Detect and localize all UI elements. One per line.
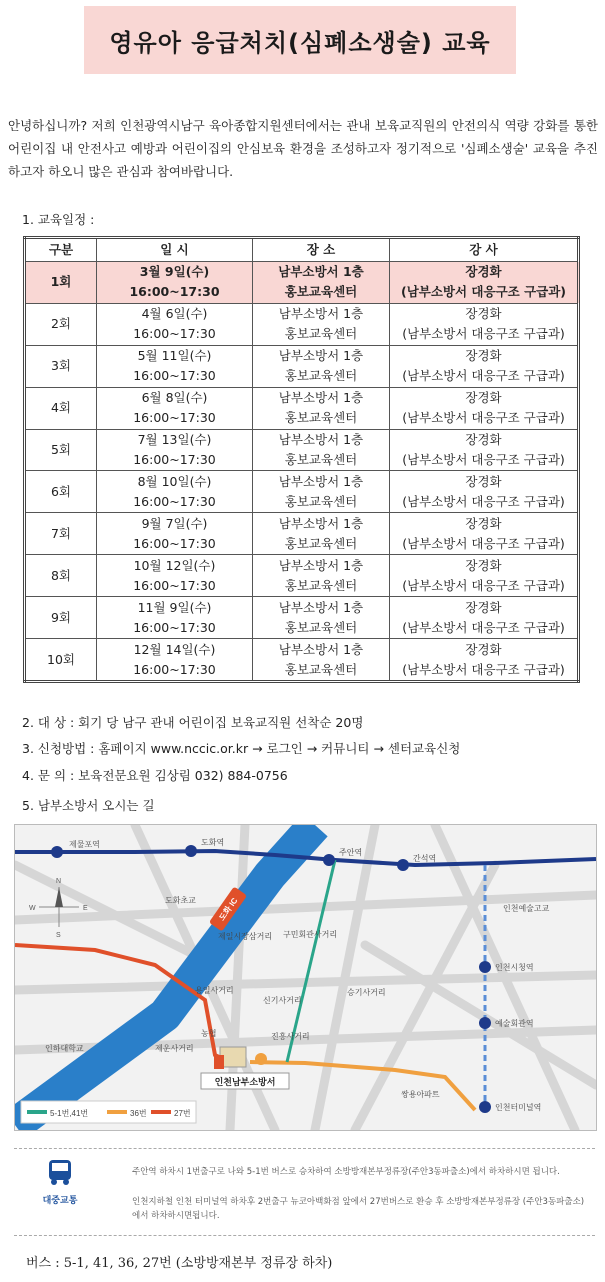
cell-datetime xyxy=(97,471,253,513)
cell-place xyxy=(253,345,390,387)
cell-lecturer xyxy=(390,345,579,387)
place-label: 예술회관역 xyxy=(495,1019,534,1028)
title-banner xyxy=(84,6,516,74)
cell-session-text: 6회 xyxy=(50,483,72,499)
cell-place-text: 홍보교육센터 xyxy=(284,619,358,635)
table-row xyxy=(25,429,579,471)
place-label: 제운사거리 xyxy=(155,1044,194,1053)
station-label: 간석역 xyxy=(413,854,437,863)
cell-datetime-text: 11월 9일(수) xyxy=(137,599,212,615)
cell-lecturer-text: (남부소방서 대응구조 구급과) xyxy=(402,326,565,342)
transit-note: 주안역 하차시 1번출구로 나와 5-1번 버스로 승차하여 소방방재본부정류장(주안3동파출소)에서 하차하시면 됩니다. xyxy=(132,1167,560,1177)
table-row xyxy=(25,597,579,639)
cell-lecturer-text: 장경화 xyxy=(465,432,502,447)
cell-session xyxy=(25,387,97,429)
cell-lecturer xyxy=(390,387,579,429)
bus-icon xyxy=(45,1157,75,1187)
cell-datetime xyxy=(97,345,253,387)
cell-place-text: 홍보교육센터 xyxy=(284,452,358,467)
cell-lecturer xyxy=(390,555,579,597)
bus-summary: 버스 : 5-1, 41, 36, 27번 (소방방재본부 정류장 하차) xyxy=(26,1256,333,1271)
cell-datetime xyxy=(97,429,253,471)
legend-label: 36번 xyxy=(130,1109,147,1118)
col-header-lecturer: 강 사 xyxy=(390,238,579,262)
cell-lecturer-text: (남부소방서 대응구조 구급과) xyxy=(402,368,565,384)
legend-label: 27번 xyxy=(174,1109,191,1118)
cell-place-text: 남부소방서 1층 xyxy=(278,515,364,531)
table-row xyxy=(25,639,579,682)
destination-label: 인천남부소방서 xyxy=(214,1077,276,1087)
cell-datetime-text: 16:00~17:30 xyxy=(133,452,216,467)
cell-datetime xyxy=(97,639,253,682)
cell-place-text: 홍보교육센터 xyxy=(284,577,358,593)
cell-session-text: 5회 xyxy=(50,442,72,457)
transit-info xyxy=(14,1148,595,1236)
transit-badge xyxy=(32,1157,88,1206)
intro-paragraph: 안녕하십니까? 저희 인천광역시남구 육아종합지원센터에서는 관내 보육교직원의 안전의식 역량 강화를 통한 어린이집 내 안전사고 예방과 어린이집의 안심보육 환경을 조성하고자 정기적으로 '심폐소생술' 교육을 추진하고자 하오니 많은 관심과 참여바랍니다. xyxy=(8,118,598,179)
cell-datetime xyxy=(97,387,253,429)
cell-datetime-text: 6월 8일(수) xyxy=(141,390,208,406)
col-header-no: 구분 xyxy=(25,238,97,262)
place-label: 인천터미널역 xyxy=(495,1103,542,1112)
cell-datetime-text: 5월 11일(수) xyxy=(137,348,212,364)
cell-place xyxy=(253,555,390,597)
cell-session-text: 2회 xyxy=(50,316,72,332)
cell-session xyxy=(25,345,97,387)
cell-session xyxy=(25,303,97,345)
cell-place-text: 남부소방서 1층 xyxy=(278,473,364,489)
info-contact: 4. 문 의 : 보육전문요원 김상림 032) 884-0756 xyxy=(22,768,288,783)
cell-session-text: 10회 xyxy=(47,651,75,667)
place-label: 인하대학교 xyxy=(45,1044,84,1053)
cell-datetime-text: 16:00~17:30 xyxy=(133,661,216,677)
cell-datetime-text: 16:00~17:30 xyxy=(133,535,216,551)
cell-lecturer-text: 장경화 xyxy=(465,473,502,489)
cell-place-text: 남부소방서 1층 xyxy=(278,348,364,364)
cell-place-text: 남부소방서 1층 xyxy=(278,306,364,322)
table-row xyxy=(25,471,579,513)
cell-place-text: 홍보교육센터 xyxy=(284,661,358,677)
cell-lecturer-text: (남부소방서 대응구조 구급과) xyxy=(402,410,565,426)
cell-datetime-text: 7월 13일(수) xyxy=(137,432,212,447)
transit-note: 인천지하철 인천 터미널역 하차후 2번출구 뉴코아백화점 앞에서 27번버스로 환승 후 소방방재본부정류장 (주안3동파출소)에서 하차하시면됩니다. xyxy=(132,1197,585,1221)
cell-datetime-text: 3월 9일(수) xyxy=(139,264,210,280)
cell-datetime-text: 16:00~17:30 xyxy=(133,493,216,509)
table-row xyxy=(25,303,579,345)
cell-datetime-text: 9월 7일(수) xyxy=(141,515,208,531)
cell-session-text: 9회 xyxy=(50,609,72,625)
cell-place xyxy=(253,513,390,555)
compass-s: S xyxy=(56,932,61,939)
place-label: 신기사거리 xyxy=(263,996,302,1005)
directions-map xyxy=(14,824,597,1131)
cell-lecturer-text: 장경화 xyxy=(465,641,502,657)
cell-datetime xyxy=(97,597,253,639)
cell-datetime-text: 12월 14일(수) xyxy=(133,641,216,657)
cell-datetime-text: 16:00~17:30 xyxy=(129,284,220,300)
cell-datetime xyxy=(97,262,253,304)
place-label: 용일사거리 xyxy=(195,986,234,995)
cell-session xyxy=(25,513,97,555)
station-label: 제물포역 xyxy=(69,840,100,849)
cell-session-text: 1회 xyxy=(50,274,72,290)
ic-label: 도화 IC xyxy=(217,896,240,923)
info-directions: 5. 남부소방서 오시는 길 xyxy=(22,798,155,813)
compass-w: W xyxy=(29,905,36,912)
cell-lecturer xyxy=(390,429,579,471)
cell-lecturer-text: (남부소방서 대응구조 구급과) xyxy=(402,452,565,467)
cell-place-text: 홍보교육센터 xyxy=(284,493,358,509)
cell-lecturer-text: 장경화 xyxy=(465,515,502,531)
cell-lecturer xyxy=(390,513,579,555)
cell-session-text: 7회 xyxy=(50,525,72,541)
cell-lecturer xyxy=(390,303,579,345)
cell-datetime-text: 16:00~17:30 xyxy=(133,410,216,426)
schedule-heading: 1. 교육일정 : xyxy=(22,212,95,227)
place-label: 인천시청역 xyxy=(495,963,534,972)
cell-lecturer-text: (남부소방서 대응구조 구급과) xyxy=(402,577,565,593)
schedule-table xyxy=(23,236,580,683)
page-title: 영유아 응급처치(심폐소생술) 교육 xyxy=(109,28,491,57)
cell-place-text: 홍보교육센터 xyxy=(284,535,358,551)
compass-n: N xyxy=(56,878,62,885)
cell-place xyxy=(253,639,390,682)
info-target: 2. 대 상 : 회기 당 남구 관내 어린이집 보육교직원 선착순 20명 xyxy=(22,715,364,730)
cell-place-text: 남부소방서 1층 xyxy=(278,557,364,573)
cell-lecturer-text: 장경화 xyxy=(465,348,502,364)
cell-session xyxy=(25,262,97,304)
cell-place xyxy=(253,387,390,429)
transit-label: 대중교통 xyxy=(42,1196,78,1206)
legend-label: 5-1번,41번 xyxy=(50,1109,89,1118)
cell-lecturer-text: (남부소방서 대응구조 구급과) xyxy=(402,661,565,677)
cell-place xyxy=(253,429,390,471)
table-row xyxy=(25,345,579,387)
cell-datetime-text: 10월 12일(수) xyxy=(133,557,216,573)
cell-place xyxy=(253,303,390,345)
compass-e: E xyxy=(83,905,88,912)
cell-datetime-text: 16:00~17:30 xyxy=(133,577,216,593)
table-row xyxy=(25,262,579,304)
place-label: 구민회관사거리 xyxy=(283,930,338,939)
cell-session xyxy=(25,639,97,682)
cell-place xyxy=(253,471,390,513)
cell-datetime xyxy=(97,303,253,345)
cell-place xyxy=(253,597,390,639)
cell-session-text: 8회 xyxy=(50,567,72,583)
place-label: 농협 xyxy=(201,1029,217,1038)
cell-datetime-text: 4월 6일(수) xyxy=(141,306,208,322)
cell-lecturer xyxy=(390,471,579,513)
cell-place-text: 홍보교육센터 xyxy=(284,368,358,384)
cell-lecturer-text: (남부소방서 대응구조 구급과) xyxy=(402,535,565,551)
cell-datetime-text: 16:00~17:30 xyxy=(133,326,216,342)
cell-lecturer-text: 장경화 xyxy=(465,264,502,280)
cell-lecturer-text: (남부소방서 대응구조 구급과) xyxy=(400,284,567,300)
cell-lecturer-text: 장경화 xyxy=(465,557,502,573)
cell-session xyxy=(25,429,97,471)
cell-place-text: 홍보교육센터 xyxy=(284,326,358,342)
cell-session-text: 4회 xyxy=(50,400,72,416)
cell-place-text: 남부소방서 1층 xyxy=(278,432,364,447)
place-label: 진흥사거리 xyxy=(271,1032,310,1041)
cell-lecturer-text: 장경화 xyxy=(465,599,502,615)
cell-place-text: 홍보교육센터 xyxy=(284,284,358,300)
cell-place-text: 남부소방서 1층 xyxy=(278,390,364,406)
place-label: 도화초교 xyxy=(165,896,196,905)
cell-place xyxy=(253,262,390,304)
station-label: 도화역 xyxy=(201,838,225,847)
place-label: 쌍용아파트 xyxy=(401,1090,440,1099)
cell-datetime xyxy=(97,555,253,597)
cell-session-text: 3회 xyxy=(50,358,72,374)
table-header-row xyxy=(25,238,579,262)
cell-datetime-text: 16:00~17:30 xyxy=(133,368,216,384)
cell-place-text: 남부소방서 1층 xyxy=(278,641,364,657)
cell-lecturer xyxy=(390,262,579,304)
table-row xyxy=(25,387,579,429)
cell-session xyxy=(25,471,97,513)
place-label: 승기사거리 xyxy=(347,988,386,997)
cell-datetime-text: 16:00~17:30 xyxy=(133,619,216,635)
cell-place-text: 남부소방서 1층 xyxy=(278,599,364,615)
cell-lecturer-text: (남부소방서 대응구조 구급과) xyxy=(402,619,565,635)
place-label: 인천예술고교 xyxy=(503,904,550,913)
place-label: 제일시장삼거리 xyxy=(218,932,273,941)
col-header-datetime: 일 시 xyxy=(97,238,253,262)
map-canvas xyxy=(15,825,596,1130)
station-label: 주안역 xyxy=(339,848,363,857)
cell-lecturer xyxy=(390,639,579,682)
cell-place-text: 남부소방서 1층 xyxy=(278,264,364,280)
cell-lecturer-text: 장경화 xyxy=(465,306,502,322)
cell-datetime xyxy=(97,513,253,555)
cell-session xyxy=(25,555,97,597)
cell-datetime-text: 8월 10일(수) xyxy=(137,473,212,489)
info-apply: 3. 신청방법 : 홈페이지 www.nccic.or.kr → 로그인 → 커뮤니티 → 센터교육신청 xyxy=(22,741,461,756)
table-row xyxy=(25,555,579,597)
cell-lecturer-text: 장경화 xyxy=(465,390,502,406)
cell-session xyxy=(25,597,97,639)
cell-lecturer xyxy=(390,597,579,639)
cell-lecturer-text: (남부소방서 대응구조 구급과) xyxy=(402,493,565,509)
table-row xyxy=(25,513,579,555)
cell-place-text: 홍보교육센터 xyxy=(284,410,358,426)
col-header-place: 장 소 xyxy=(253,238,390,262)
